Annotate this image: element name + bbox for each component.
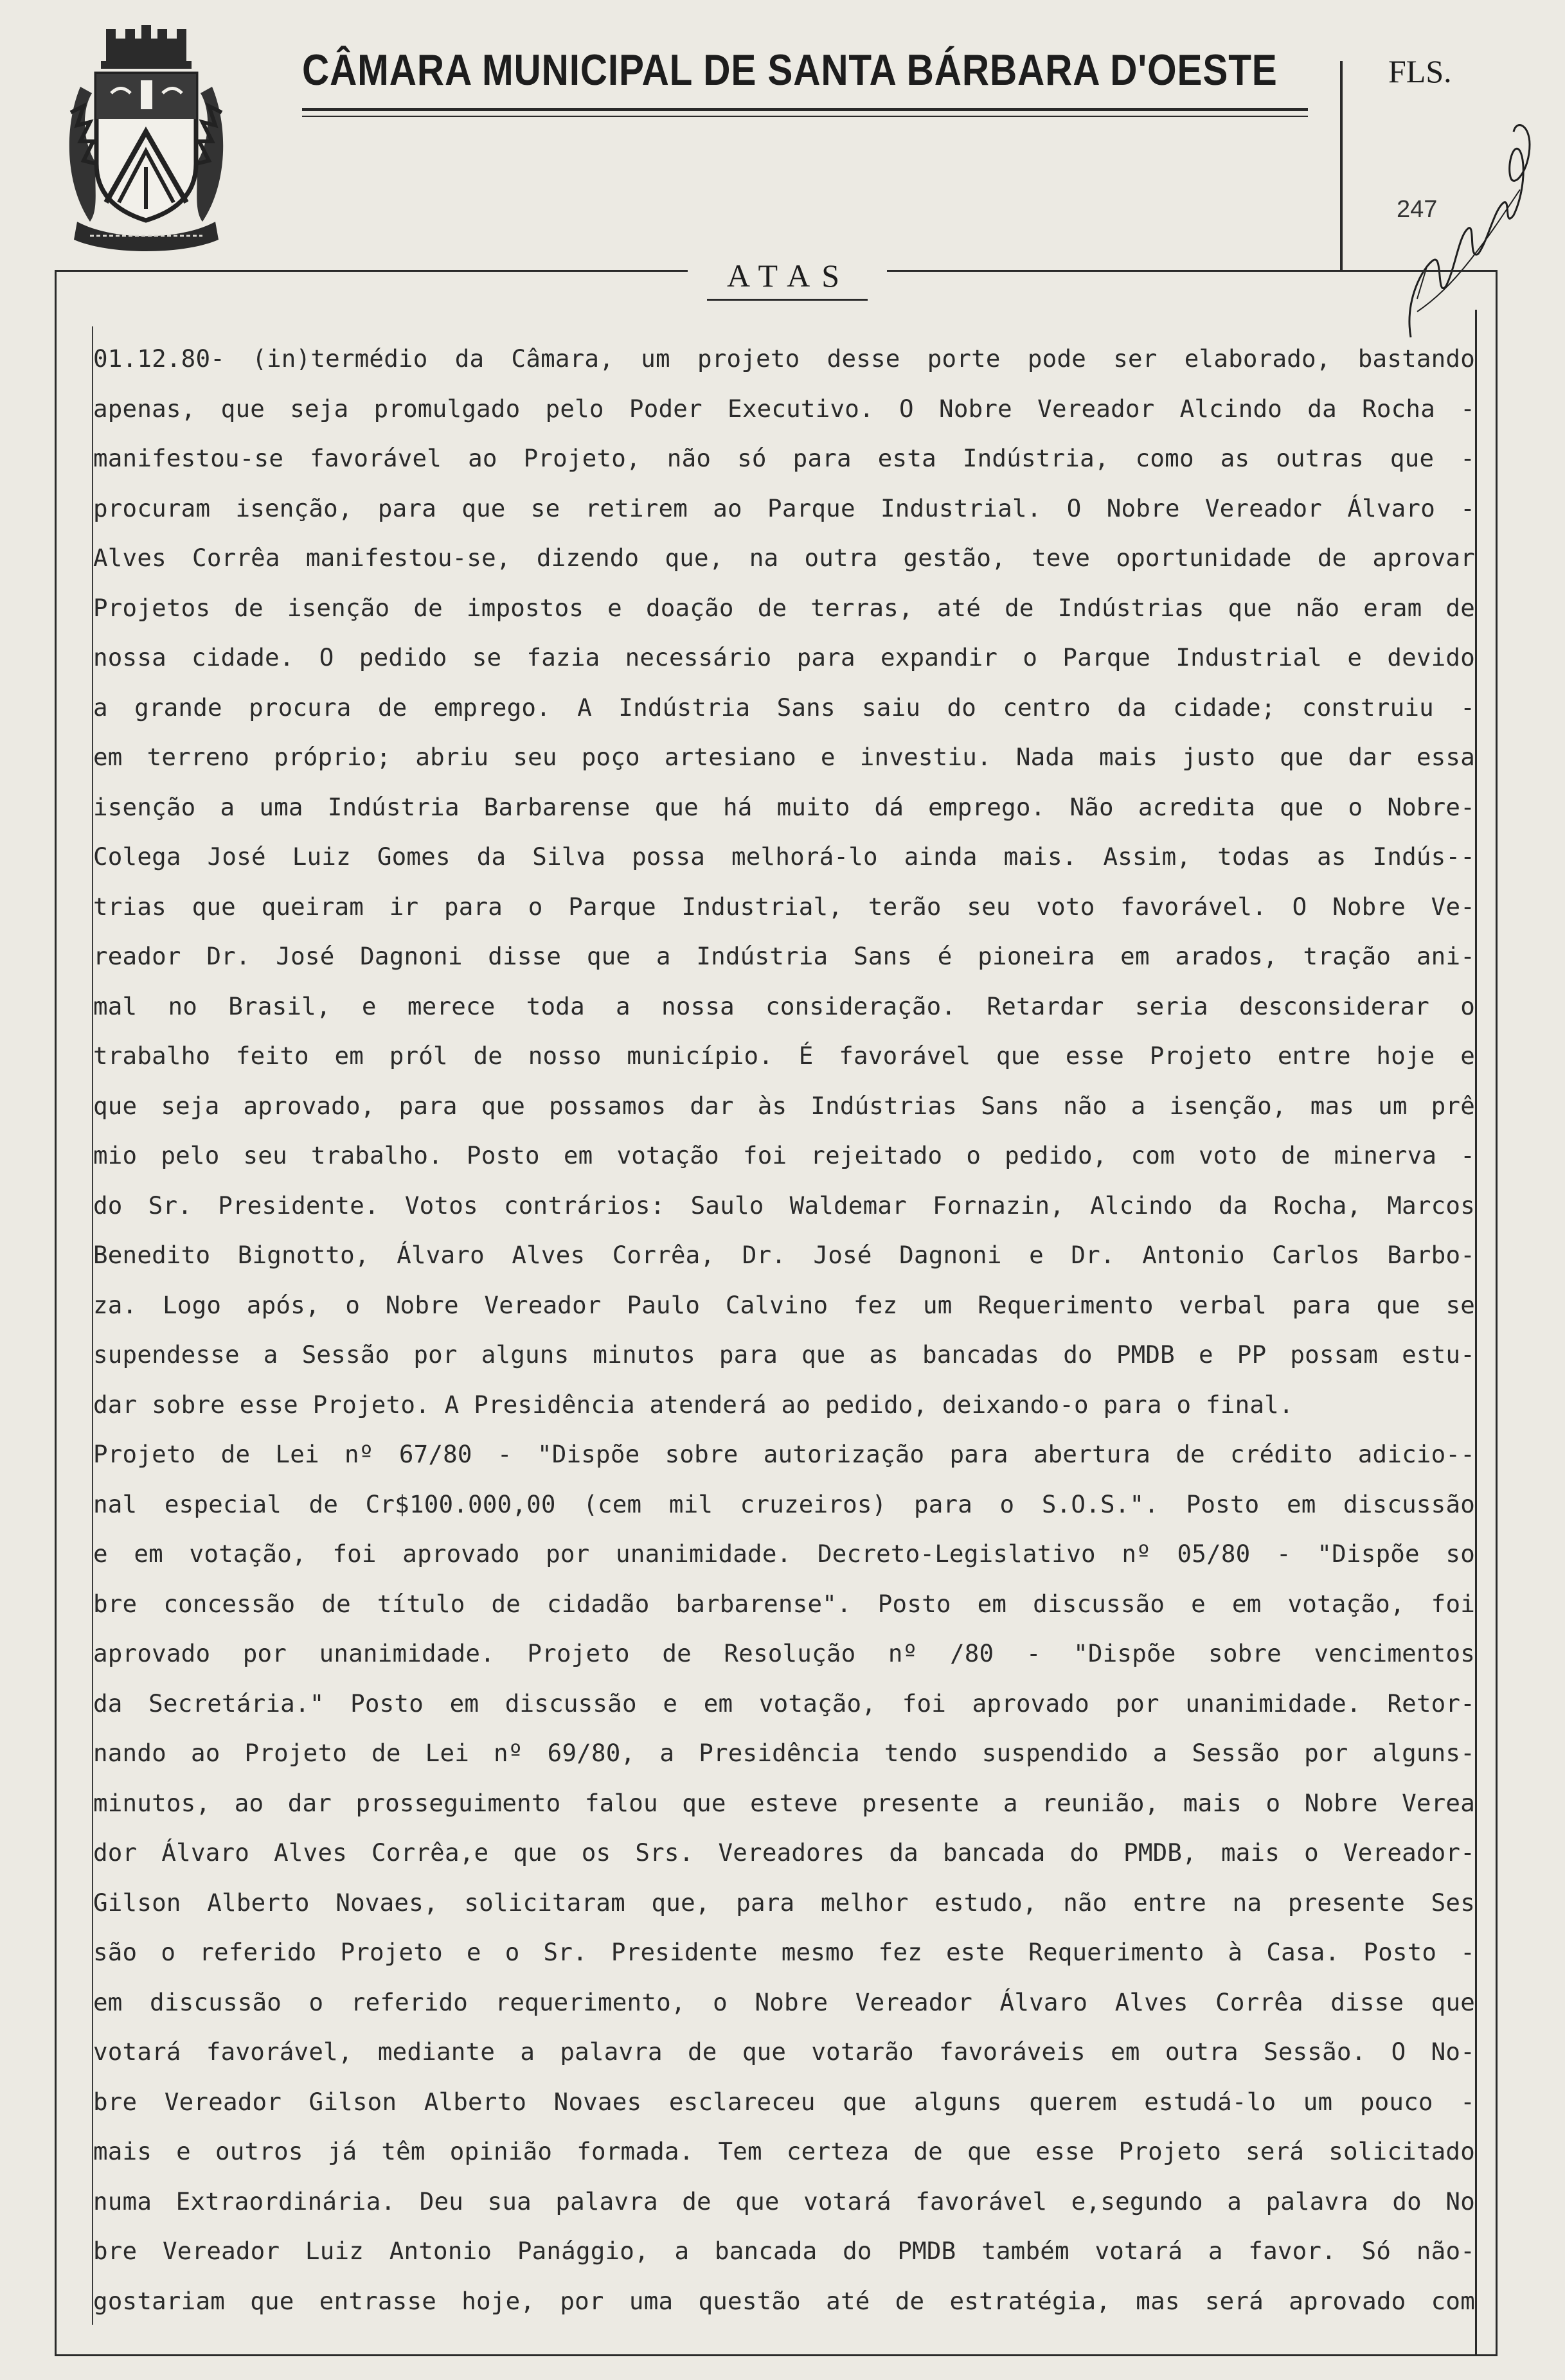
minutes-body: [93, 334, 1475, 2326]
text-line: da Secretária." Posto em discussão e em votação, foi aprovado por unanimidade. Retor-: [93, 1689, 1475, 1718]
text-line: dar sobre esse Projeto. A Presidência atenderá ao pedido, deixando-o para o final.: [93, 1390, 1294, 1419]
section-heading: ATAS: [726, 258, 852, 294]
text-line: em terreno próprio; abriu seu poço artesiano e investiu. Nada mais justo que dar essa: [93, 743, 1475, 771]
text-line: são o referido Projeto e o Sr. Presidente mesmo fez este Requerimento à Casa. Posto -: [93, 1938, 1475, 1966]
text-line: do Sr. Presidente. Votos contrários: Saulo Waldemar Fornazin, Alcindo da Rocha, Marcos: [93, 1191, 1475, 1220]
text-line: bre concessão de título de cidadão barbarense". Posto em discussão e em votação, foi: [93, 1589, 1475, 1618]
text-line: procuram isenção, para que se retirem ao Parque Industrial. O Nobre Vereador Álvaro -: [93, 493, 1475, 522]
text-line: manifestou-se favorável ao Projeto, não só para esta Indústria, como as outras que -: [93, 444, 1475, 472]
text-line: Alves Corrêa manifestou-se, dizendo que, na outra gestão, teve oportunidade de aprovar: [93, 544, 1475, 572]
folio-number: 247: [1397, 196, 1438, 223]
text-line: Benedito Bignotto, Álvaro Alves Corrêa, Dr. José Dagnoni e Dr. Antonio Carlos Barbo-: [93, 1241, 1475, 1269]
text-line: e em votação, foi aprovado por unanimidade. Decreto-Legislativo nº 05/80 - "Dispõe so: [93, 1540, 1475, 1568]
header-vertical-rule: [1340, 61, 1343, 270]
text-line: gostariam que entrasse hoje, por uma questão até de estratégia, mas será aprovado com: [93, 2286, 1475, 2315]
text-line: bre Vereador Gilson Alberto Novaes esclareceu que alguns querem estudá-lo um pouco -: [93, 2087, 1475, 2116]
text-line: nossa cidade. O pedido se fazia necessário para expandir o Parque Industrial e devido: [93, 643, 1475, 671]
text-line: supendesse a Sessão por alguns minutos para que as bancadas do PMDB e PP possam estu-: [93, 1340, 1475, 1369]
text-line: trabalho feito em pról de nosso município. É favorável que esse Projeto entre hoje e: [93, 1042, 1475, 1070]
text-line: em discussão o referido requerimento, o Nobre Vereador Álvaro Alves Corrêa disse que: [93, 1987, 1475, 2016]
text-line: aprovado por unanimidade. Projeto de Resolução nº /80 - "Dispõe sobre vencimentos: [93, 1639, 1475, 1667]
text-line: que seja aprovado, para que possamos dar às Indústrias Sans não a isenção, mas um prê: [93, 1091, 1475, 1120]
text-line: isenção a uma Indústria Barbarense que há muito dá emprego. Não acredita que o Nobre-: [93, 792, 1475, 821]
title-rule-thick: [302, 108, 1308, 111]
text-line: Colega José Luiz Gomes da Silva possa melhorá-lo ainda mais. Assim, todas as Indús--: [93, 842, 1475, 871]
text-line: minutos, ao dar prosseguimento falou que esteve presente a reunião, mais o Nobre Verea: [93, 1788, 1475, 1817]
text-line: mal no Brasil, e merece toda a nossa consideração. Retardar seria desconsiderar o: [93, 991, 1475, 1020]
text-line: mio pelo seu trabalho. Posto em votação foi rejeitado o pedido, com voto de minerva -: [93, 1141, 1475, 1169]
text-line: dor Álvaro Alves Corrêa,e que os Srs. Vereadores da bancada do PMDB, mais o Vereador-: [93, 1838, 1475, 1867]
page-title: CÂMARA MUNICIPAL DE SANTA BÁRBARA D'OESTE: [302, 46, 1278, 94]
text-line: mais e outros já têm opinião formada. Tem certeza de que esse Projeto será solicitado: [93, 2137, 1475, 2165]
fls-label: FLS.: [1388, 53, 1452, 89]
title-rule-thin: [302, 116, 1308, 117]
text-line: 01.12.80- (in)termédio da Câmara, um projeto desse porte pode ser elaborado, bastando: [93, 344, 1475, 373]
text-line: votará favorável, mediante a palavra de que votarão favoráveis em outra Sessão. O No-: [93, 2038, 1475, 2066]
text-line: apenas, que seja promulgado pelo Poder Executivo. O Nobre Vereador Alcindo da Rocha -: [93, 394, 1475, 423]
text-line: za. Logo após, o Nobre Vereador Paulo Calvino fez um Requerimento verbal para que se: [93, 1290, 1475, 1319]
text-line: bre Vereador Luiz Antonio Panággio, a bancada do PMDB também votará a favor. Só não-: [93, 2237, 1475, 2265]
text-line: Gilson Alberto Novaes, solicitaram que, para melhor estudo, não entre na presente Ses: [93, 1888, 1475, 1917]
text-line: nal especial de Cr$100.000,00 (cem mil cruzeiros) para o S.O.S.". Posto em discussão: [93, 1489, 1475, 1518]
text-line: reador Dr. José Dagnoni disse que a Indústria Sans é pioneira em arados, tração ani-: [93, 942, 1475, 970]
text-line: Projeto de Lei nº 67/80 - "Dispõe sobre autorização para abertura de crédito adicio--: [93, 1440, 1475, 1468]
coat-of-arms-emblem: [61, 16, 231, 254]
text-line: nando ao Projeto de Lei nº 69/80, a Presidência tendo suspendido a Sessão por alguns-: [93, 1739, 1475, 1767]
right-margin-rule: [1475, 310, 1477, 2356]
text-line: a grande procura de emprego. A Indústria Sans saiu do centro da cidade; construiu -: [93, 693, 1475, 722]
text-line: numa Extraordinária. Deu sua palavra de que votará favorável e,segundo a palavra do No: [93, 2187, 1475, 2216]
text-line: Projetos de isenção de impostos e doação de terras, até de Indústrias que não eram de: [93, 593, 1475, 622]
text-line: trias que queiram ir para o Parque Industrial, terão seu voto favorável. O Nobre Ve-: [93, 892, 1475, 921]
